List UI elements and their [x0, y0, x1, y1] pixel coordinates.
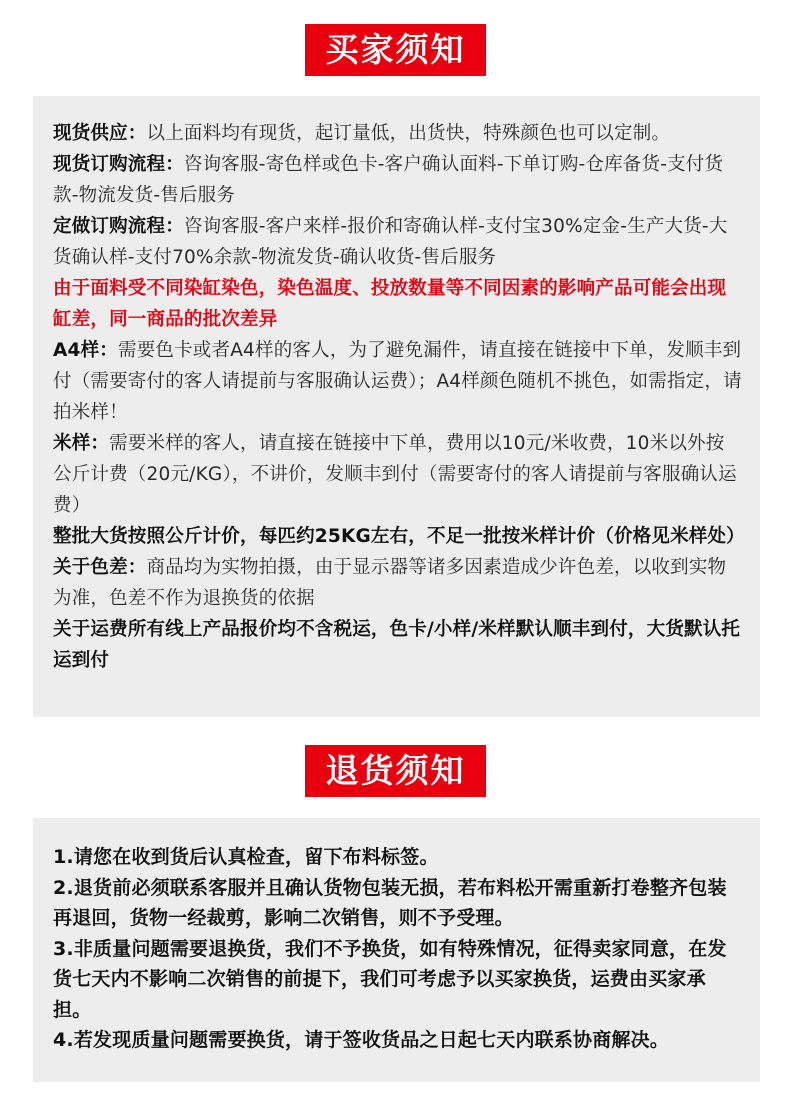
return-rule-1: 1.请您在收到货后认真检查，留下布料标签。: [53, 846, 439, 868]
item-text: 需要米样的客人，请直接在链接中下单，费用以10元/米收费，10米以外按公斤计费（20元/KG），不讲价，发顺丰到付（需要寄付的客人请提前与客服确认运费）: [53, 433, 737, 516]
stock-supply-item: [53, 118, 742, 149]
return-notice-panel: [33, 818, 760, 1082]
item-text: 以上面料均有现货，起订量低，出货快，特殊颜色也可以定制。: [146, 123, 671, 144]
item-label: 米样：: [53, 433, 110, 454]
buyer-notice-panel: [33, 96, 760, 717]
custom-order-process-item: [53, 211, 742, 273]
stock-order-process-item: [53, 149, 742, 211]
meter-sample-item: [53, 428, 742, 521]
item-text: 咨询客服-客户来样-报价和寄确认样-支付宝30%定金-生产大货-大货确认样-支付70%余款-物流发货-确认收货-售后服务: [53, 216, 728, 268]
item-label: 现货供应：: [53, 123, 147, 144]
return-notice-title: 退货须知: [305, 745, 486, 797]
dye-lot-warning: 由于面料受不同染缸染色，染色温度、投放数量等不同因素的影响产品可能会出现缸差，同一商品的批次差异: [53, 278, 727, 330]
item-text: 需要色卡或者A4样的客人，为了避免漏件，请直接在链接中下单，发顺丰到付（需要寄付的客人请提前与客服确认运费）；A4样颜色随机不挑色，如需指定，请拍米样！: [53, 340, 742, 423]
color-difference-item: [53, 552, 742, 614]
a4-sample-item: [53, 335, 742, 428]
return-rule-3: 3.非质量问题需要退换货，我们不予换货，如有特殊情况，征得卖家同意，在发货七天内不影响二次销售的前提下，我们可考虑予以买家换货，运费由买家承担。: [53, 937, 727, 1021]
return-rule-2: 2.退货前必须联系客服并且确认货物包装无损，若布料松开需重新打卷整齐包装再退回，货物一经裁剪，影响二次销售，则不予受理。: [53, 876, 727, 929]
item-label: 定做订购流程：: [53, 216, 184, 237]
bulk-pricing-item: 整批大货按照公斤计价，每匹约25KG左右，不足一批按米样计价（价格见米样处）: [53, 526, 745, 547]
item-label: A4样：: [53, 340, 118, 361]
item-label: 现货订购流程：: [53, 154, 184, 175]
item-label: 关于色差：: [53, 557, 147, 578]
shipping-fee-item: 关于运费所有线上产品报价均不含税运，色卡/小样/米样默认顺丰到付，大货默认托运到付: [53, 619, 741, 671]
item-text: 商品均为实物拍摄，由于显示器等诸多因素造成少许色差，以收到实物为准，色差不作为退换货的依据: [53, 557, 727, 609]
item-text: 咨询客服-寄色样或色卡-客户确认面料-下单订购-仓库备货-支付货款-物流发货-售后服务: [53, 154, 724, 206]
buyer-notice-title: 买家须知: [305, 24, 486, 76]
return-rule-4: 4.若发现质量问题需要换货，请于签收货品之日起七天内联系协商解决。: [53, 1029, 670, 1051]
